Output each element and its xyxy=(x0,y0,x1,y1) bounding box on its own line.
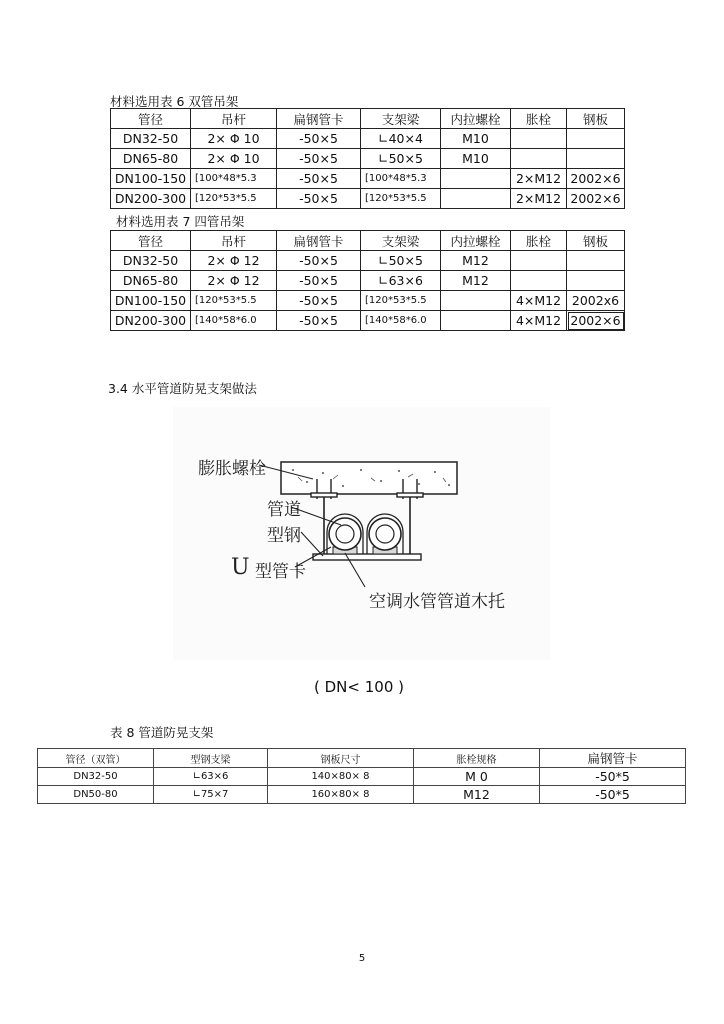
table6-header-cell: 管径 xyxy=(111,109,191,129)
table7-cell: M12 xyxy=(441,251,511,271)
table7-cell: M12 xyxy=(441,271,511,291)
pipes xyxy=(329,518,401,550)
table8-cell: 160×80× 8 xyxy=(268,786,414,804)
table7-header-cell: 胀栓 xyxy=(511,231,567,251)
table6-header-cell: 内拉螺栓 xyxy=(441,109,511,129)
table7-cell: [140*58*6.0 xyxy=(361,311,441,331)
table6 xyxy=(110,108,625,209)
table7-header-cell: 吊杆 xyxy=(191,231,277,251)
table8 xyxy=(37,748,686,804)
table7-cell: DN200-300 xyxy=(111,311,191,331)
table6-cell: 2×M12 xyxy=(511,169,567,189)
table7-cell: DN100-150 xyxy=(111,291,191,311)
label-pipe: 管道 xyxy=(267,500,301,520)
table6-caption: 材料选用表 6 双管吊架 xyxy=(110,94,239,109)
table7-cell: DN32-50 xyxy=(111,251,191,271)
table6-cell: DN65-80 xyxy=(111,149,191,169)
table6-cell: ∟40×4 xyxy=(361,129,441,149)
table8-cell: DN50-80 xyxy=(38,786,154,804)
table7-header-cell: 支架梁 xyxy=(361,231,441,251)
table8-header-cell: 扁钢管卡 xyxy=(540,749,686,768)
table7-cell xyxy=(441,291,511,311)
table6-header-cell: 扁钢管卡 xyxy=(277,109,361,129)
label-u-letter: U xyxy=(231,555,250,580)
table6-cell: DN32-50 xyxy=(111,129,191,149)
table8-header-row xyxy=(38,749,686,768)
table6-cell: [100*48*5.3 xyxy=(191,169,277,189)
table6-cell xyxy=(441,169,511,189)
table8-cell: -50*5 xyxy=(540,786,686,804)
table-row xyxy=(111,189,625,209)
label-steel: 型钢 xyxy=(267,526,301,546)
table7-cell: 2002x6 xyxy=(567,291,625,311)
table8-header-cell: 胀栓规格 xyxy=(414,749,540,768)
table7-cell: DN65-80 xyxy=(111,271,191,291)
table-row xyxy=(111,311,625,331)
table7-cell: [120*53*5.5 xyxy=(191,291,277,311)
table-row xyxy=(111,271,625,291)
table6-cell xyxy=(511,149,567,169)
table6-header-row xyxy=(111,109,625,129)
table7-header-cell: 管径 xyxy=(111,231,191,251)
table6-cell: ∟50×5 xyxy=(361,149,441,169)
table6-cell xyxy=(567,149,625,169)
figure-caption: ( DN< 100 ) xyxy=(314,678,404,696)
table-row xyxy=(111,149,625,169)
table6-header-cell: 吊杆 xyxy=(191,109,277,129)
table8-cell: M 0 xyxy=(414,768,540,786)
table7-cell: ∟50×5 xyxy=(361,251,441,271)
section-heading: 3.4 水平管道防晃支架做法 xyxy=(108,381,257,396)
table8-cell: 140×80× 8 xyxy=(268,768,414,786)
table8-cell: ∟63×6 xyxy=(154,768,268,786)
table7-cell: -50×5 xyxy=(277,291,361,311)
table6-cell: 2002×6 xyxy=(567,169,625,189)
table-row xyxy=(111,291,625,311)
table6-cell: [120*53*5.5 xyxy=(191,189,277,209)
table7-header-row xyxy=(111,231,625,251)
table7-caption: 材料选用表 7 四管吊架 xyxy=(116,214,245,229)
table7-cell: 2002×6 xyxy=(567,311,625,331)
table7-cell xyxy=(511,251,567,271)
sway-brace-drawing xyxy=(173,407,550,660)
table6-header-cell: 钢板 xyxy=(567,109,625,129)
table7-cell: 4×M12 xyxy=(511,291,567,311)
table8-header-cell: 钢板尺寸 xyxy=(268,749,414,768)
table7-cell: [120*53*5.5 xyxy=(361,291,441,311)
table7-header-cell: 扁钢管卡 xyxy=(277,231,361,251)
table-row xyxy=(38,786,686,804)
label-u-clamp: 型管卡 xyxy=(255,562,306,582)
table7-header-cell: 内拉螺栓 xyxy=(441,231,511,251)
table8-cell: DN32-50 xyxy=(38,768,154,786)
table7-cell: -50×5 xyxy=(277,251,361,271)
table8-header-cell: 型钢支梁 xyxy=(154,749,268,768)
table7-cell: -50×5 xyxy=(277,271,361,291)
table6-cell: -50×5 xyxy=(277,189,361,209)
table6-cell: [100*48*5.3 xyxy=(361,169,441,189)
table6-cell xyxy=(441,189,511,209)
table7-cell xyxy=(567,251,625,271)
table-row xyxy=(111,129,625,149)
table-row xyxy=(38,768,686,786)
table6-cell: M10 xyxy=(441,149,511,169)
table7-cell: ∟63×6 xyxy=(361,271,441,291)
table8-header-cell: 管径（双管） xyxy=(38,749,154,768)
label-anchor-bolt: 膨胀螺栓 xyxy=(198,459,266,479)
table6-cell: -50×5 xyxy=(277,169,361,189)
table6-cell: -50×5 xyxy=(277,129,361,149)
table6-cell: [120*53*5.5 xyxy=(361,189,441,209)
table6-cell xyxy=(567,129,625,149)
table6-cell: 2×M12 xyxy=(511,189,567,209)
table7-cell xyxy=(567,271,625,291)
table8-cell: M12 xyxy=(414,786,540,804)
table6-cell: M10 xyxy=(441,129,511,149)
table6-cell xyxy=(511,129,567,149)
table7-cell: 4×M12 xyxy=(511,311,567,331)
table6-cell: 2× Φ 10 xyxy=(191,149,277,169)
table6-cell: DN100-150 xyxy=(111,169,191,189)
page-number: 5 xyxy=(358,953,366,964)
table7 xyxy=(110,230,625,331)
table8-cell: ∟75×7 xyxy=(154,786,268,804)
table6-header-cell: 支架梁 xyxy=(361,109,441,129)
table6-cell: 2× Φ 10 xyxy=(191,129,277,149)
table7-cell xyxy=(511,271,567,291)
table7-cell: [140*58*6.0 xyxy=(191,311,277,331)
table8-cell: -50*5 xyxy=(540,768,686,786)
table-row xyxy=(111,251,625,271)
steel-beam xyxy=(313,554,421,560)
table6-cell: DN200-300 xyxy=(111,189,191,209)
table7-header-cell: 钢板 xyxy=(567,231,625,251)
table7-cell: -50×5 xyxy=(277,311,361,331)
table6-header-cell: 胀栓 xyxy=(511,109,567,129)
table7-cell: 2× Φ 12 xyxy=(191,271,277,291)
table7-cell xyxy=(441,311,511,331)
table6-cell: -50×5 xyxy=(277,149,361,169)
table6-cell: 2002×6 xyxy=(567,189,625,209)
table7-cell: 2× Φ 12 xyxy=(191,251,277,271)
label-wood-support: 空调水管管道木托 xyxy=(369,592,505,612)
sway-brace-figure xyxy=(173,407,550,660)
table-row xyxy=(111,169,625,189)
table8-caption: 表 8 管道防晃支架 xyxy=(110,725,214,740)
